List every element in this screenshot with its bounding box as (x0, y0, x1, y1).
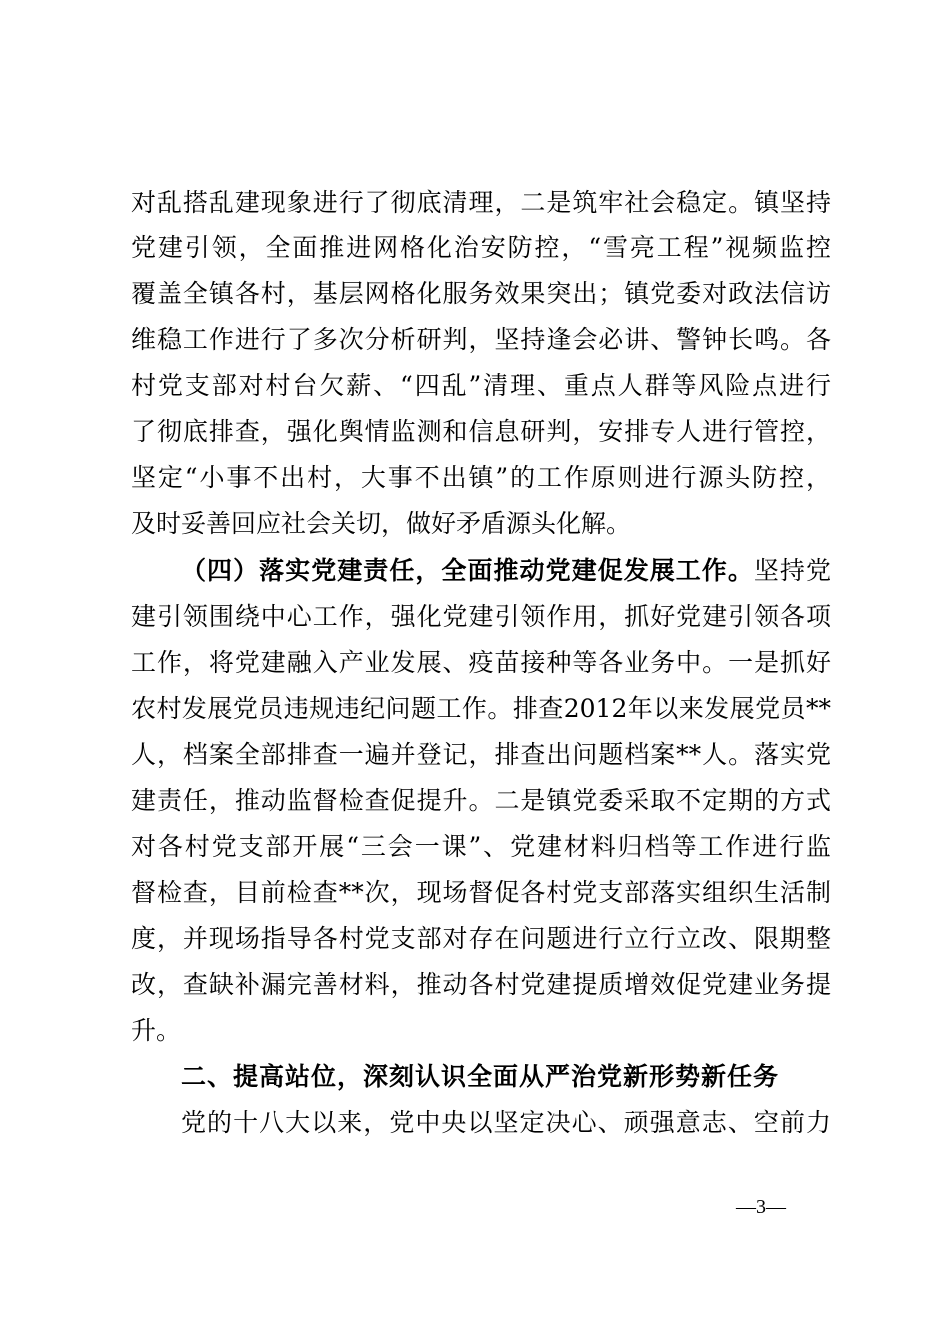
section-four-first-line (181, 556, 831, 586)
text-line: 维稳工作进行了多次分析研判，坚持逢会必讲、警钟长鸣。各 (131, 325, 831, 354)
text-line: 建责任，推动监督检查促提升。二是镇党委采取不定期的方式 (131, 786, 831, 815)
text-line: 对乱搭乱建现象进行了彻底清理，二是筑牢社会稳定。镇坚持 (131, 188, 831, 217)
section-two-heading: 二、提高站位，深刻认识全面从严治党新形势新任务 (181, 1062, 780, 1091)
text-line: 村党支部对村台欠薪、“四乱”清理、重点人群等风险点进行 (131, 371, 831, 400)
text-line: 农村发展党员违规违纪问题工作。排查2012年以来发展党员** (131, 694, 831, 723)
section-two-first-line: 党的十八大以来，党中央以坚定决心、顽强意志、空前力 (181, 1108, 831, 1137)
text-line: 党建引领，全面推进网格化治安防控，“雪亮工程”视频监控 (131, 233, 831, 262)
text-line: 了彻底排查，强化舆情监测和信息研判，安排专人进行管控， (131, 417, 831, 446)
text-line: 对各村党支部开展“三会一课”、党建材料归档等工作进行监 (131, 832, 831, 861)
page-number: —3— (736, 1196, 786, 1218)
text-line: 督检查，目前检查**次，现场督促各村党支部落实组织生活制 (131, 878, 831, 907)
text-line: 坚定“小事不出村，大事不出镇”的工作原则进行源头防控， (131, 463, 831, 492)
text-line: 改，查缺补漏完善材料，推动各村党建提质增效促党建业务提 (131, 970, 831, 999)
text-line: 升。 (131, 1016, 182, 1045)
text-line: 度，并现场指导各村党支部对存在问题进行立行立改、限期整 (131, 924, 831, 953)
text-line: 建引领围绕中心工作，强化党建引领作用，抓好党建引领各项 (131, 602, 831, 631)
text-line: 覆盖全镇各村，基层网格化服务效果突出；镇党委对政法信访 (131, 279, 831, 308)
section-four-heading: （四）落实党建责任，全面推动党建促发展工作。 (181, 556, 754, 585)
text-line: 工作，将党建融入产业发展、疫苗接种等各业务中。一是抓好 (131, 648, 831, 677)
text-line: 及时妥善回应社会关切，做好矛盾源头化解。 (131, 509, 632, 538)
text-line: 人，档案全部排查一遍并登记，排查出问题档案**人。落实党 (131, 740, 831, 769)
section-four-first-line-rest: 坚持党 (753, 556, 831, 585)
